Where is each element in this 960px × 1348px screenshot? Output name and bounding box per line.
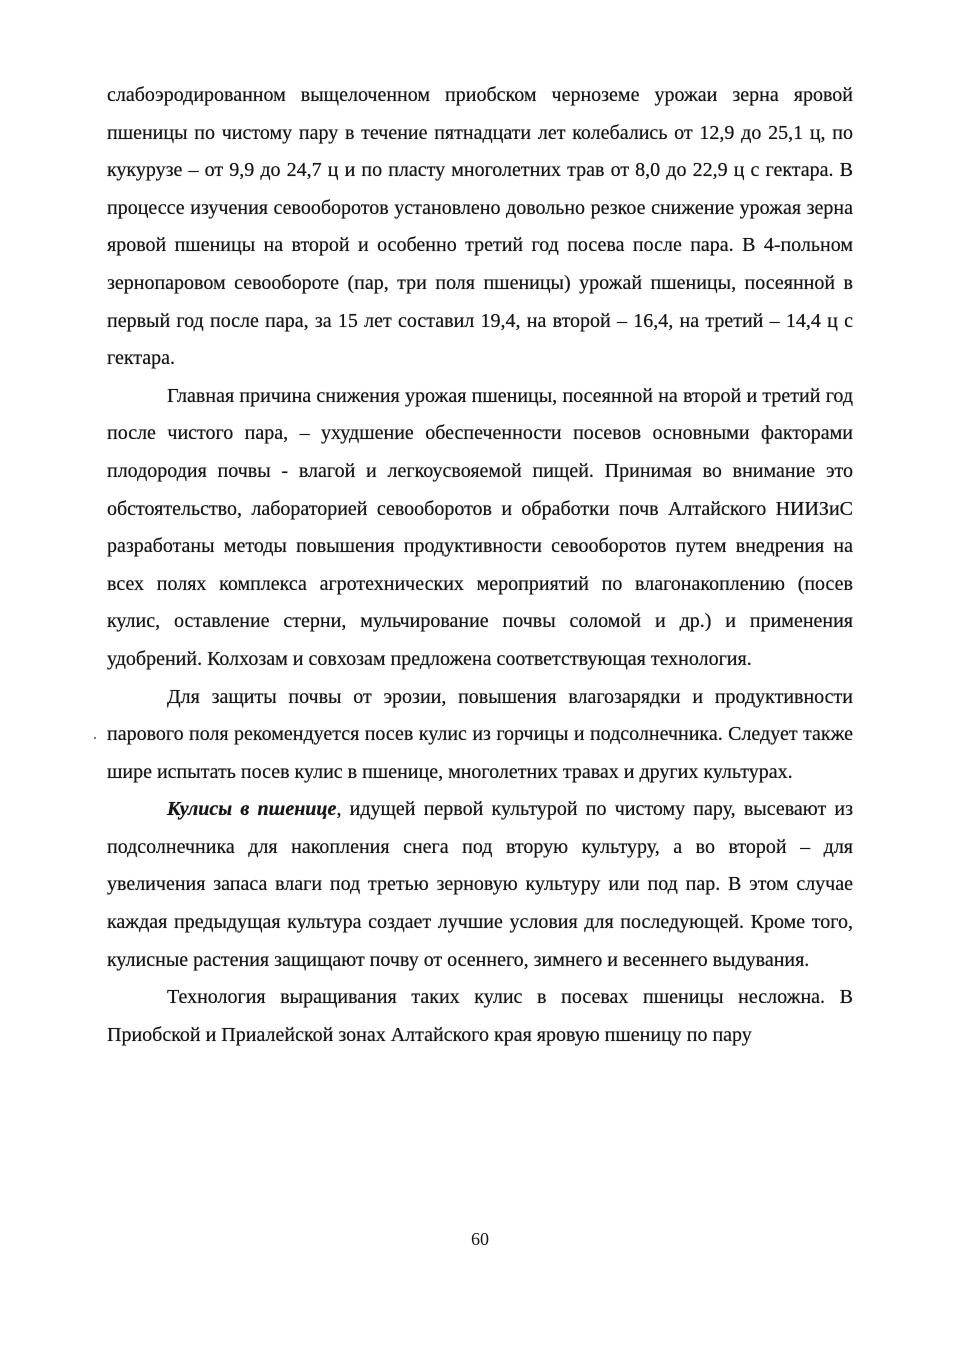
paragraph-1: слабоэродированном выщелоченном приобском черноземе урожаи зерна яровой пшеницы по чистому пару в течение пятнадцати лет колебались от 12,9 до 25,1 ц, по кукурузе – от 9,9 до 24,7 ц и по пласту многолетних трав от 8,0 до 22,9 ц с гектара. В процессе изучения севооборотов установлено довольно резкое снижение урожая зерна яровой пшеницы на второй и особенно третий год посева после пара. В 4-польном зернопаровом севообороте (пар, три поля пшеницы) урожай пшеницы, посеянной в первый год после пара, за 15 лет составил 19,4, на второй – 16,4, на третий – 14,4 ц с гектара. [107, 84, 853, 370]
scan-speck [94, 737, 96, 739]
paragraph-5: Технология выращивания таких кулис в посевах пшеницы несложна. В Приобской и Приалейской зонах Алтайского края яровую пшеницу по пару [107, 986, 853, 1046]
emphasized-term: Кулисы в пшенице [167, 798, 337, 821]
paragraph-2: Главная причина снижения урожая пшеницы, посеянной на второй и третий год после чистого пара, – ухудшение обеспеченности посевов основными факторами плодородия почвы - влагой и легкоусвояемой пищей. Принимая во внимание это обстоятельство, лабораторией севооборотов и обработки почв Алтайского НИИЗиС разработаны методы повышения продуктивности севооборотов путем внедрения на всех полях комплекса агротехнических мероприятий по влагонакоплению (посев кулис, оставление стерни, мульчирование почвы соломой и др.) и применения удобрений. Колхозам и совхозам предложена соответствующая технология. [107, 384, 853, 670]
paragraph-4-text: , идущей первой культурой по чистому пару, высевают из подсолнечника для накопления снега под вторую культуру, а во второй – для увеличения запаса влаги под третью зерновую культуру или под пар. В этом случае каждая предыдущая культура создает лучшие условия для последующей. Кроме того, кулисные растения защищают почву от осеннего, зимнего и весеннего выдувания. [107, 798, 854, 971]
paragraph-3: Для защиты почвы от эрозии, повышения влагозарядки и продуктивности парового поля рекомендуется посев кулис из горчицы и подсолнечника. Следует также шире испытать посев кулис в пшенице, многолетних травах и других культурах. [107, 685, 853, 783]
body-text [107, 77, 853, 1054]
paragraph-4 [107, 791, 853, 979]
page-number: 60 [471, 1229, 489, 1249]
